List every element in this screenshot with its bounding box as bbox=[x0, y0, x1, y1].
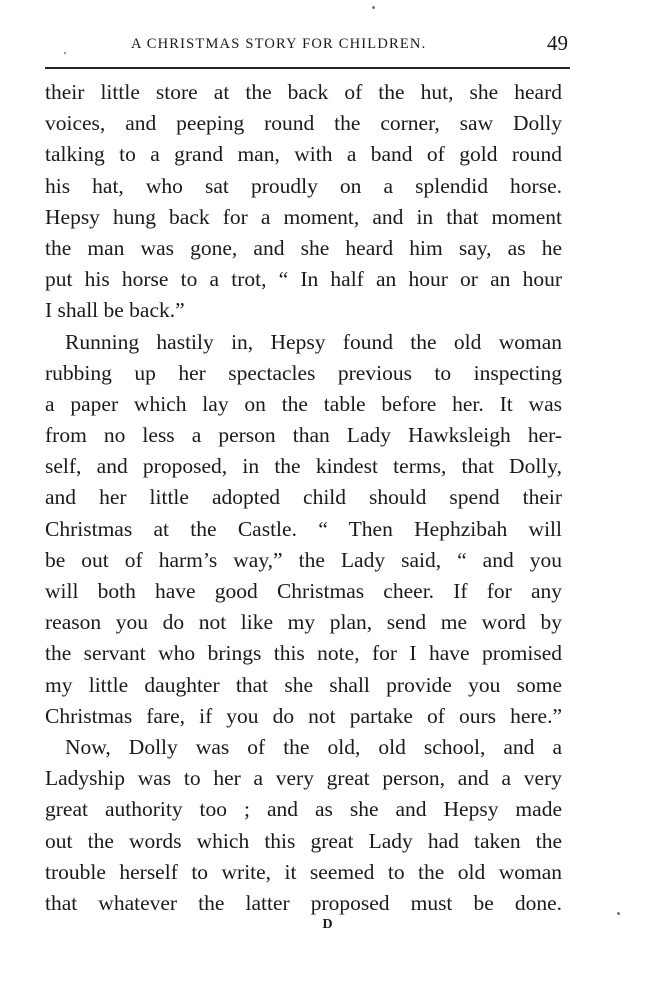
text-line: great authority too ; and as she and Hepsy made bbox=[45, 797, 562, 822]
print-speck bbox=[64, 52, 66, 54]
text-line: put his horse to a trot, “ In half an hour or an hour bbox=[45, 267, 562, 292]
text-line: and her little adopted child should spend their bbox=[45, 485, 562, 510]
text-line: his hat, who sat proudly on a splendid horse. bbox=[45, 173, 562, 198]
text-line: talking to a grand man, with a band of gold round bbox=[45, 142, 562, 167]
text-line: reason you do not like my plan, send me word by bbox=[45, 610, 562, 635]
text-line: out the words which this great Lady had taken the bbox=[45, 828, 562, 853]
text-line: Running hastily in, Hepsy found the old woman bbox=[65, 329, 562, 354]
text-line: self, and proposed, in the kindest terms, that Dolly, bbox=[45, 454, 562, 479]
text-line: Ladyship was to her a very great person, and a very bbox=[45, 766, 562, 791]
print-speck bbox=[617, 912, 620, 915]
text-line: will both have good Christmas cheer. If for any bbox=[45, 579, 562, 603]
text-line: the man was gone, and she heard him say, as he bbox=[45, 235, 562, 260]
text-line: Now, Dolly was of the old, old school, and a bbox=[65, 734, 562, 759]
text-line: a paper which lay on the table before her. It was bbox=[45, 391, 562, 416]
text-line: from no less a person than Lady Hawksleigh her- bbox=[45, 423, 562, 448]
running-head: A CHRISTMAS STORY FOR CHILDREN. bbox=[131, 36, 427, 52]
text-line: Christmas at the Castle. “ Then Hephzibah will bbox=[45, 516, 562, 541]
text-line: Hepsy hung back for a moment, and in that moment bbox=[45, 204, 562, 229]
signature-mark: D bbox=[322, 917, 333, 932]
text-line: voices, and peeping round the corner, saw Dolly bbox=[45, 111, 562, 136]
body-text bbox=[45, 77, 562, 919]
text-line: the servant who brings this note, for I have promised bbox=[45, 641, 562, 666]
print-speck bbox=[372, 6, 375, 9]
text-line: I shall be back.” bbox=[45, 298, 185, 323]
text-line: trouble herself to write, it seemed to the old woman bbox=[45, 859, 562, 884]
header-rule bbox=[45, 67, 570, 69]
page-number: 49 bbox=[547, 31, 568, 55]
text-line: that whatever the latter proposed must be done. bbox=[45, 890, 562, 915]
text-line: rubbing up her spectacles previous to inspecting bbox=[45, 360, 562, 385]
text-line: Christmas fare, if you do not partake of ours here.” bbox=[45, 703, 562, 728]
page-header bbox=[45, 28, 570, 62]
text-line: my little daughter that she shall provide you some bbox=[45, 672, 562, 697]
text-line: be out of harm’s way,” the Lady said, “ and you bbox=[45, 547, 562, 572]
text-line: their little store at the back of the hut, she heard bbox=[45, 80, 562, 104]
